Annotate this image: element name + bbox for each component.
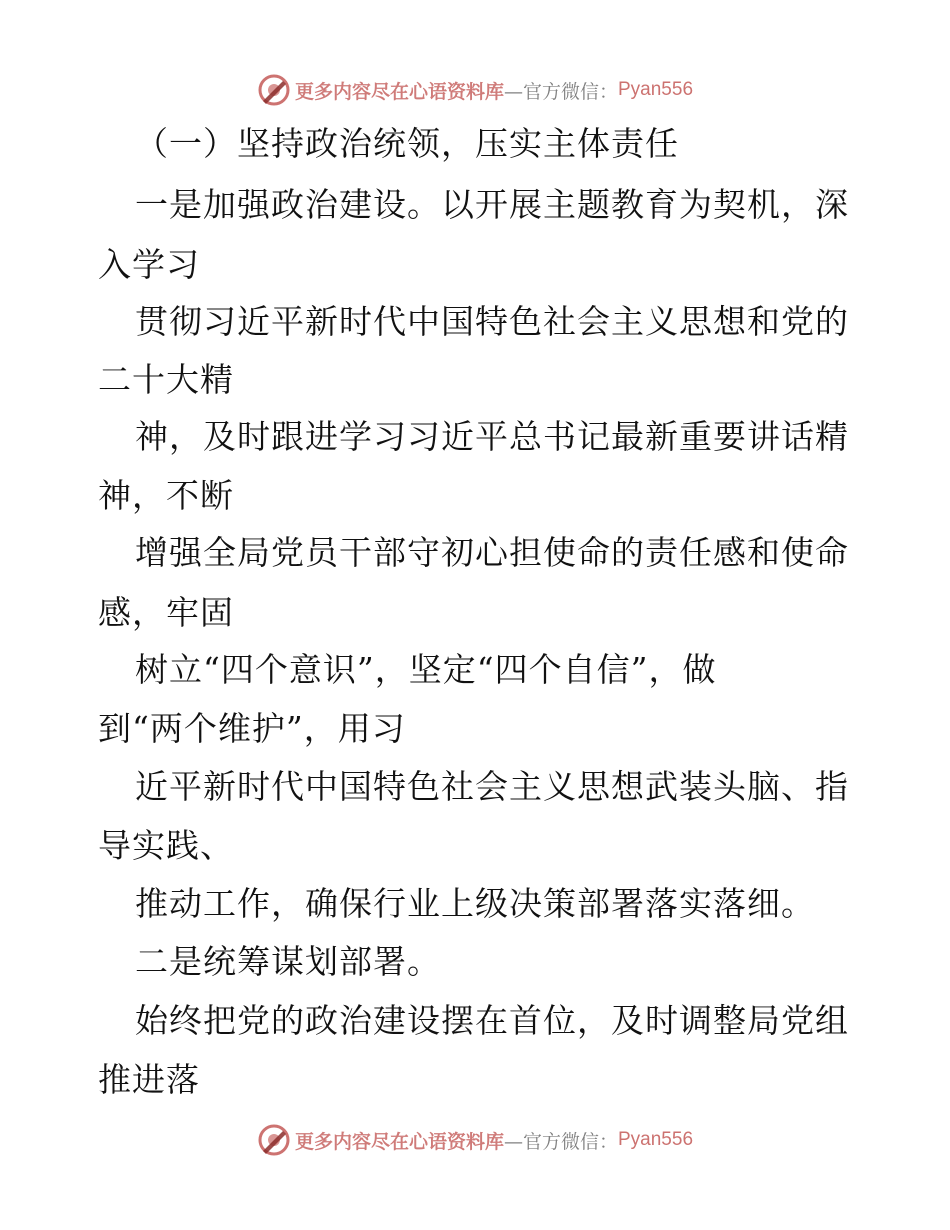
- body-line: 二十大精: [98, 360, 234, 399]
- footer-watermark: [0, 1120, 950, 1160]
- watermark-separator: —官方微信：: [503, 80, 618, 103]
- body-line: 二是统筹谋划部署。: [135, 942, 441, 981]
- body-line: 导实践、: [98, 826, 234, 865]
- pen-logo-icon: [257, 73, 291, 107]
- watermark-handle: Pyan556: [618, 1129, 694, 1150]
- body-line: 一是加强政治建设。以开展主题教育为契机，深: [135, 185, 849, 224]
- watermark-separator: —官方微信：: [503, 1130, 618, 1153]
- section-heading: （一）坚持政治统领，压实主体责任: [135, 124, 679, 163]
- body-line: 推动工作，确保行业上级决策部署落实落细。: [135, 884, 815, 923]
- body-line: 神，及时跟进学习习近平总书记最新重要讲话精: [135, 417, 849, 456]
- body-line: 始终把党的政治建设摆在首位，及时调整局党组: [135, 1001, 849, 1040]
- body-line: 贯彻习近平新时代中国特色社会主义思想和党的: [135, 302, 849, 341]
- watermark-handle: Pyan556: [618, 79, 694, 100]
- body-line: 推进落: [98, 1060, 200, 1099]
- body-line: 近平新时代中国特色社会主义思想武装头脑、指: [135, 767, 849, 806]
- pen-logo-icon: [257, 1123, 291, 1157]
- watermark-text: 更多内容尽在心语资料库: [294, 1130, 504, 1153]
- body-line: 树立“四个意识”，坚定“四个自信”，做: [135, 650, 717, 689]
- body-line: 入学习: [98, 245, 200, 284]
- header-watermark: [0, 70, 950, 110]
- body-line: 神，不断: [98, 476, 234, 515]
- body-line: 到“两个维护”，用习: [98, 709, 406, 748]
- body-line: 感，牢固: [98, 593, 234, 632]
- watermark-text: 更多内容尽在心语资料库: [294, 80, 504, 103]
- body-line: 增强全局党员干部守初心担使命的责任感和使命: [135, 533, 849, 572]
